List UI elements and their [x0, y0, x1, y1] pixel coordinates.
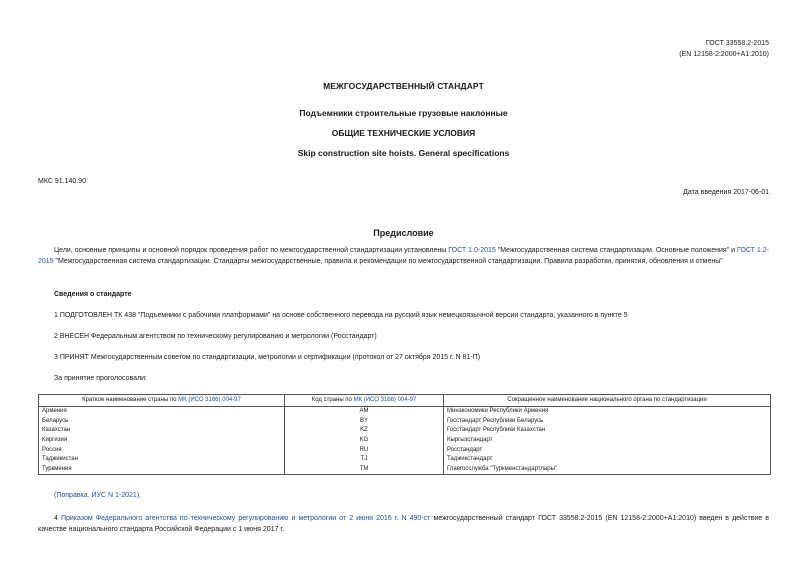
- foreword-heading: Предисловие: [373, 228, 434, 238]
- country-name-cell: Туркмения: [39, 465, 285, 475]
- standard-title-ru: Подъемники строительные грузовые наклонные: [299, 108, 508, 118]
- table-row: [39, 417, 771, 427]
- doc-number: ГОСТ 33558.2-2015: [705, 40, 769, 47]
- standards-body-column-header: Сокращенное наименование национального органа по стандартизации: [444, 395, 771, 407]
- document-identifier: [679, 38, 769, 60]
- amendment-note: [38, 490, 769, 501]
- foreword-text-2: "Межгосударственная система стандартизации. Основные положения" и: [495, 247, 738, 254]
- column-header-text: Краткое наименование страны по: [82, 397, 179, 403]
- country-code-cell: TJ: [285, 455, 444, 465]
- standard-info-heading: Сведения о стандарте: [54, 291, 132, 298]
- country-name-cell: Беларусь: [39, 417, 285, 427]
- item-4-text: межгосударственный стандарт ГОСТ 33558.2-2015 (EN 12158-2:2000+A1:2010) введен в действие в качестве национального стандарта Российской Федерации с 1 июня 2017 г.: [38, 515, 769, 533]
- standards-body-cell: Таджикстандарт: [444, 455, 771, 465]
- country-code-cell: BY: [285, 417, 444, 427]
- table-row: [39, 445, 771, 455]
- item-4-enacted: [38, 513, 769, 535]
- item-4-number: 4: [54, 515, 61, 522]
- foreword-text-1: Цели, основные принципы и основной порядок проведения работ по межгосударственной стандартизации установлены: [54, 247, 449, 254]
- country-name-cell: Россия: [39, 445, 285, 455]
- table-header-row: [39, 395, 771, 407]
- voting-countries-table: [38, 394, 771, 475]
- foreword-paragraph: [38, 245, 769, 267]
- mk-iso-3166-link[interactable]: МК (ИСО 3166) 004-97: [178, 397, 241, 403]
- standard-title-en: Skip construction site hoists. General specifications: [297, 148, 510, 158]
- gost-1-2-link[interactable]: ГОСТ 1.2-2015: [38, 247, 769, 265]
- country-name-cell: Армения: [39, 407, 285, 417]
- country-name-cell: Киргизия: [39, 436, 285, 446]
- voted-label: За принятие проголосовали:: [54, 375, 147, 382]
- amendment-link[interactable]: (Поправка. ИУС N 1-2021).: [54, 492, 142, 499]
- rosstandart-order-link[interactable]: Приказом Федерального агентства по техническому регулированию и метрологии от 2 июня 2016 г. N 490-ст: [60, 515, 431, 522]
- country-code-cell: AM: [285, 407, 444, 417]
- country-name-cell: Казахстан: [39, 426, 285, 436]
- standards-body-cell: Минэкономики Республики Армения: [444, 407, 771, 417]
- standard-spec-title: ОБЩИЕ ТЕХНИЧЕСКИЕ УСЛОВИЯ: [331, 128, 476, 138]
- gost-1-0-link[interactable]: ГОСТ 1.0-2015: [448, 247, 496, 254]
- table-row: [39, 465, 771, 475]
- standards-body-cell: Кыргызстандарт: [444, 436, 771, 446]
- item-1-prepared: 1 ПОДГОТОВЛЕН ТК 438 "Подъемники с рабочими платформами" на основе собственного перевода на русский язык немецкоязычной версии стандарта, указанного в пункте 5: [54, 312, 628, 319]
- table-row: [39, 436, 771, 446]
- introduction-date: Дата введения 2017-06-01: [683, 189, 769, 196]
- item-3-adopted: 3 ПРИНЯТ Межгосударственным советом по стандартизации, метрологии и сертификации (протокол от 27 октября 2015 г. N 81-П): [54, 354, 481, 361]
- country-code-cell: RU: [285, 445, 444, 455]
- doc-en-reference: (EN 12158-2:2000+A1:2010): [679, 51, 769, 58]
- item-2-submitted: 2 ВНЕСЕН Федеральным агентством по техническому регулированию и метрологии (Росстандарт): [54, 333, 377, 340]
- foreword-text-3: "Межгосударственная система стандартизации. Стандарты межгосударственные, правила и рекомендации по межгосударственной стандартизации. Правила разработки, принятия, обновления и отмены": [53, 258, 723, 265]
- country-code-cell: TM: [285, 465, 444, 475]
- standards-body-cell: Госстандарт Республики Казахстан: [444, 426, 771, 436]
- country-name-cell: Таджикистан: [39, 455, 285, 465]
- table-row: [39, 455, 771, 465]
- standard-type-heading: МЕЖГОСУДАРСТВЕННЫЙ СТАНДАРТ: [323, 81, 484, 91]
- country-code-cell: KZ: [285, 426, 444, 436]
- country-code-column-header: [285, 395, 444, 407]
- table-row: [39, 426, 771, 436]
- standards-body-cell: Росстандарт: [444, 445, 771, 455]
- country-code-cell: KG: [285, 436, 444, 446]
- column-header-text: Код страны по: [311, 397, 354, 403]
- standards-body-cell: Главгосслужба "Туркменстандартлары": [444, 465, 771, 475]
- mk-iso-3166-link[interactable]: МК (ИСО 3166) 004-97: [353, 397, 417, 403]
- standards-body-cell: Госстандарт Республики Беларусь: [444, 417, 771, 427]
- table-row: [39, 407, 771, 417]
- mks-code: МКС 91.140.90: [38, 178, 86, 185]
- country-name-column-header: [39, 395, 285, 407]
